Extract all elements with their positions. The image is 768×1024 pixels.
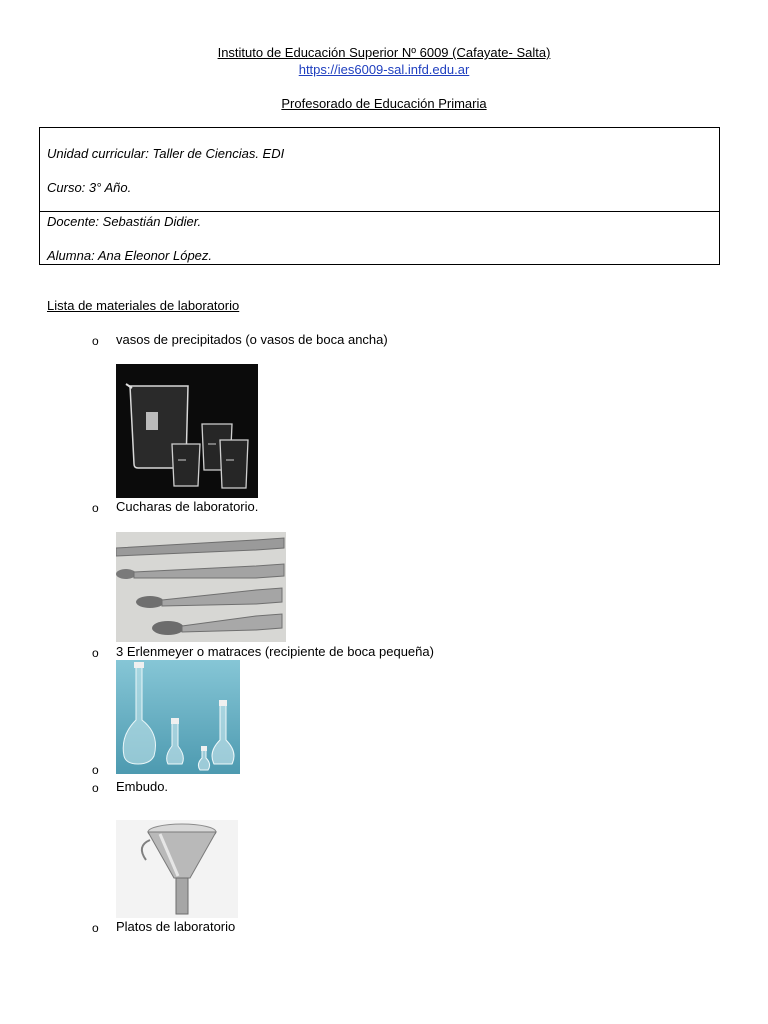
- spatulas-photo: [116, 532, 286, 642]
- table-divider: [40, 211, 719, 212]
- list-item-beakers: vasos de precipitados (o vasos de boca ancha): [116, 332, 388, 347]
- spatulas-illustration: [116, 532, 286, 642]
- bullet-icon: o: [92, 781, 99, 795]
- flasks-illustration: [116, 660, 240, 774]
- alumna: Alumna: Ana Eleonor López.: [47, 248, 213, 263]
- materials-list-title: Lista de materiales de laboratorio: [47, 298, 240, 313]
- list-item-plates: Platos de laboratorio: [116, 919, 236, 934]
- institute-url-link[interactable]: https://ies6009-sal.infd.edu.ar: [298, 62, 470, 77]
- funnel-illustration: [116, 820, 238, 918]
- list-item-spoons: Cucharas de laboratorio.: [116, 499, 259, 514]
- institute-url-wrap: [0, 62, 768, 77]
- bullet-icon: o: [92, 921, 99, 935]
- list-item-flasks: 3 Erlenmeyer o matraces (recipiente de boca pequeña): [116, 644, 434, 659]
- docente: Docente: Sebastián Didier.: [47, 214, 202, 229]
- bullet-icon: o: [92, 646, 99, 660]
- flasks-photo: [116, 660, 240, 774]
- bullet-icon: o: [92, 763, 99, 777]
- list-item-funnel: Embudo.: [116, 779, 169, 794]
- unidad-curricular: Unidad curricular: Taller de Ciencias. EDI: [47, 146, 285, 161]
- info-table: [39, 127, 720, 265]
- bullet-icon: o: [92, 334, 99, 348]
- beakers-illustration: [116, 364, 258, 498]
- funnel-photo: [116, 820, 238, 918]
- program-title: Profesorado de Educación Primaria: [281, 96, 487, 111]
- beakers-photo: [116, 364, 258, 498]
- bullet-icon: o: [92, 501, 99, 515]
- institute-title: Instituto de Educación Superior Nº 6009 (Cafayate- Salta): [217, 45, 551, 60]
- curso: Curso: 3° Año.: [47, 180, 132, 195]
